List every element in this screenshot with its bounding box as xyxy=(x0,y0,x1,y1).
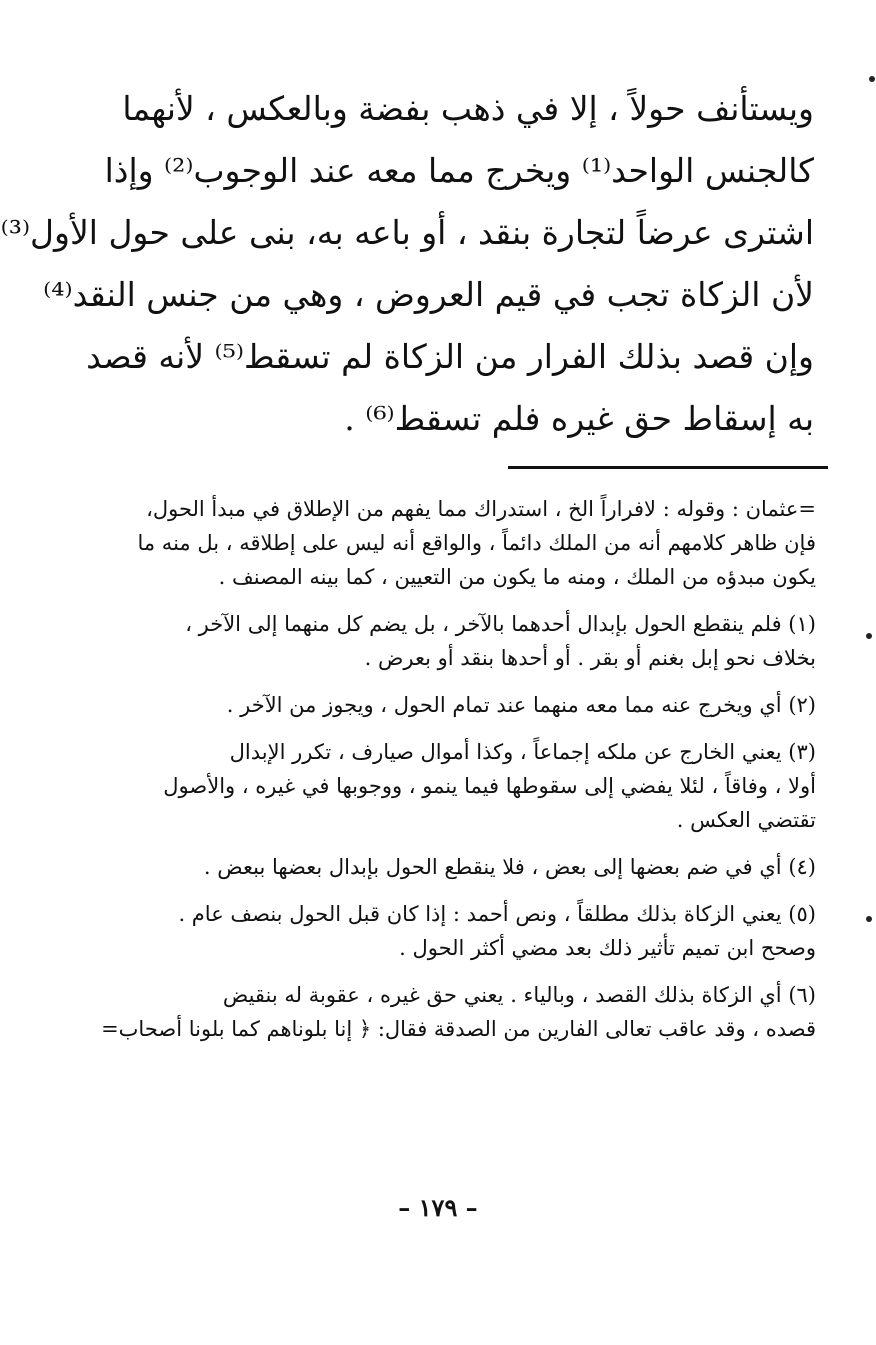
footnote-line: (٥) يعني الزكاة بذلك مطلقاً ، ونص أحمد : إذا كان قبل الحول بنصف عام . xyxy=(178,902,816,926)
main-text-line: به إسقاط حق غيره فلم تسقط⁽⁶⁾ . xyxy=(344,399,814,438)
footnote-separator xyxy=(508,466,828,469)
footnote-line: فإن ظاهر كلامهم أنه من الملك دائماً ، والواقع أنه ليس على إطلاقه ، بل منه ما xyxy=(137,531,816,555)
main-text-line: لأن الزكاة تجب في قيم العروض ، وهي من جنس النقد⁽⁴⁾ xyxy=(43,275,814,314)
footnote-line: يكون مبدؤه من الملك ، ومنه ما يكون من التعيين ، كما بينه المصنف . xyxy=(218,565,816,589)
footnote-line: أولا ، وفاقاً ، لئلا يفضي إلى سقوطها فيما ينمو ، ووجوبها في غيره ، والأصول xyxy=(163,774,816,798)
footnote-line: وصحح ابن تميم تأثير ذلك بعد مضي أكثر الحول . xyxy=(399,936,816,960)
footnote-1 xyxy=(90,607,816,675)
scan-speck xyxy=(866,633,872,639)
footnote-line: =عثمان : وقوله : لافراراً الخ ، استدراك مما يفهم من الإطلاق في مبدأ الحول، xyxy=(146,497,816,521)
footnote-line: تقتضي العكس . xyxy=(676,808,816,832)
footnote-continuation xyxy=(90,492,816,594)
scan-speck xyxy=(866,916,872,922)
page-number: – ١٧٩ – xyxy=(398,1193,478,1222)
main-text-line: كالجنس الواحد⁽¹⁾ ويخرج مما معه عند الوجوب⁽²⁾ وإذا xyxy=(104,151,814,190)
footnote-3 xyxy=(90,735,816,837)
footnotes xyxy=(90,492,816,1059)
main-text-line: اشترى عرضاً لتجارة بنقد ، أو باعه به، بنى على حول الأول⁽³⁾ xyxy=(0,213,814,252)
main-text-line: ويستأنف حولاً ، إلا في ذهب بفضة وبالعكس ، لأنهما xyxy=(122,89,814,128)
footnote-line: (٤) أي في ضم بعضها إلى بعض ، فلا ينقطع الحول بإبدال بعضها ببعض . xyxy=(203,855,816,879)
footnote-line: بخلاف نحو إبل بغنم أو بقر . أو أحدها بنقد أو بعرض . xyxy=(364,646,816,670)
footnote-line: (١) فلم ينقطع الحول بإبدال أحدهما بالآخر ، بل يضم كل منهما إلى الآخر ، xyxy=(185,612,816,636)
main-text xyxy=(0,78,814,450)
footnote-line: (٣) يعني الخارج عن ملكه إجماعاً ، وكذا أموال صيارف ، تكرر الإبدال xyxy=(229,740,816,764)
footnote-line: (٢) أي ويخرج عنه مما معه منهما عند تمام الحول ، ويجوز من الآخر . xyxy=(226,693,816,717)
footnote-line: (٦) أي الزكاة بذلك القصد ، وبالياء . يعني حق غيره ، عقوبة له بنقيض xyxy=(222,983,816,1007)
footnote-5 xyxy=(90,897,816,965)
footnote-6 xyxy=(90,978,816,1046)
footnote-2 xyxy=(90,688,816,722)
footnote-line: قصده ، وقد عاقب تعالى الفارين من الصدقة فقال: ﴿ إنا بلوناهم كما بلونا أصحاب= xyxy=(101,1017,816,1041)
footnote-4 xyxy=(90,850,816,884)
main-text-line: وإن قصد بذلك الفرار من الزكاة لم تسقط⁽⁵⁾ لأنه قصد xyxy=(86,337,814,376)
scan-speck xyxy=(869,76,875,82)
